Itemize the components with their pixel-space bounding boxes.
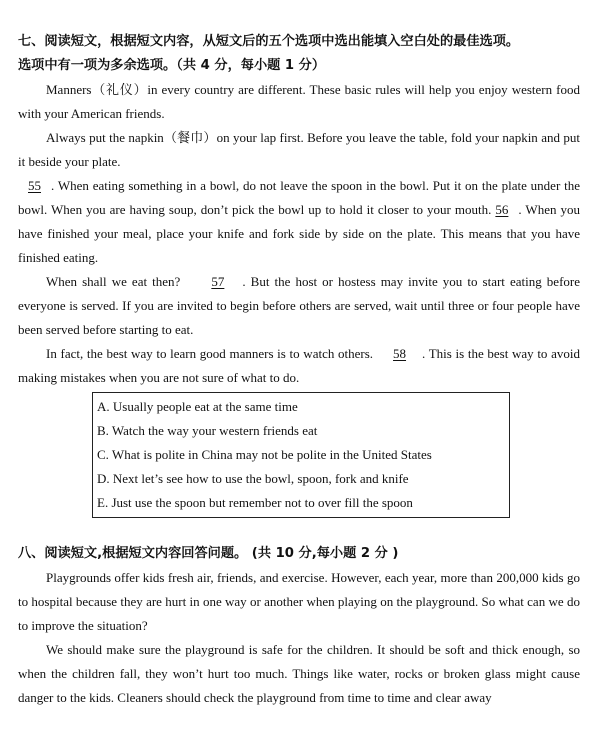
- option-a: A. Usually people eat at the same time: [97, 399, 298, 414]
- section7-paragraph-4: [18, 270, 580, 342]
- blank-56: 56: [495, 202, 509, 217]
- section7-paragraph-1: Manners（礼仪）in every country are different. These basic rules will help you enjoy western food with your American friends.: [18, 82, 580, 121]
- paragraph-4-text-b: . But the host or hostess may invite you to start eating before everyone is served. If you are invited to begin before others are served, wait until three or four people have been served before starting to eat.: [18, 274, 580, 337]
- section7-paragraph-3: [18, 174, 580, 270]
- section8-heading: 八、阅读短文,根据短文内容回答问题。 (共 10 分,每小题 2 分 ): [18, 546, 399, 561]
- section7-paragraph-2: Always put the napkin（餐巾）on your lap first. Before you leave the table, fold your napkin and put it beside your plate.: [18, 130, 580, 169]
- blank-58: 58: [393, 346, 407, 361]
- blank-55: 55: [28, 178, 41, 193]
- section8-paragraph-1: Playgrounds offer kids fresh air, friends, and exercise. However, each year, more than 200,000 kids go to hospital because they are hurt in one way or another when playing on the playground. So what can we do to improve the situation?: [18, 570, 580, 633]
- section8-paragraph-2: We should make sure the playground is safe for the children. It should be soft and thick enough, so when the children fall, they won’t hurt too much. Things like water, rocks or broken glass might cause danger to the kids. Cleaners should check the playground from time to time and clear away: [18, 642, 580, 705]
- option-d: D. Next let’s see how to use the bowl, spoon, fork and knife: [97, 471, 409, 486]
- option-c: C. What is polite in China may not be polite in the United States: [97, 447, 432, 462]
- paragraph-3-text-a: . When eating something in a bowl, do not leave the spoon in the bowl. Put it on the plate under the bowl. When you are having soup, don’t pick the bowl up to hold it closer to your mouth.: [18, 178, 580, 217]
- paragraph-4-text-a: When shall we eat then?: [46, 274, 181, 289]
- section7-heading-line2: 选项中有一项为多余选项。（共 4 分，每小题 1 分）: [18, 58, 326, 73]
- worksheet-page: [18, 30, 580, 710]
- blank-57: 57: [211, 274, 225, 289]
- section7-heading-line1: 七、阅读短文，根据短文内容，从短文后的五个选项中选出能填入空白处的最佳选项。: [18, 34, 520, 49]
- section-gap: [18, 526, 580, 542]
- options-box: [92, 392, 510, 518]
- paragraph-5-text-a: In fact, the best way to learn good manners is to watch others.: [46, 346, 374, 361]
- option-b: B. Watch the way your western friends eat: [97, 423, 318, 438]
- paragraph-3-text-b: . When you have finished your meal, place your knife and fork side by side on the plate. This means that you have finished eating.: [18, 202, 580, 265]
- section7-paragraph-5: [18, 342, 580, 390]
- paragraph-5-text-b: . This is the best way to avoid making mistakes when you are not sure of what to do.: [18, 346, 580, 385]
- option-e: E. Just use the spoon but remember not to over fill the spoon: [97, 495, 413, 510]
